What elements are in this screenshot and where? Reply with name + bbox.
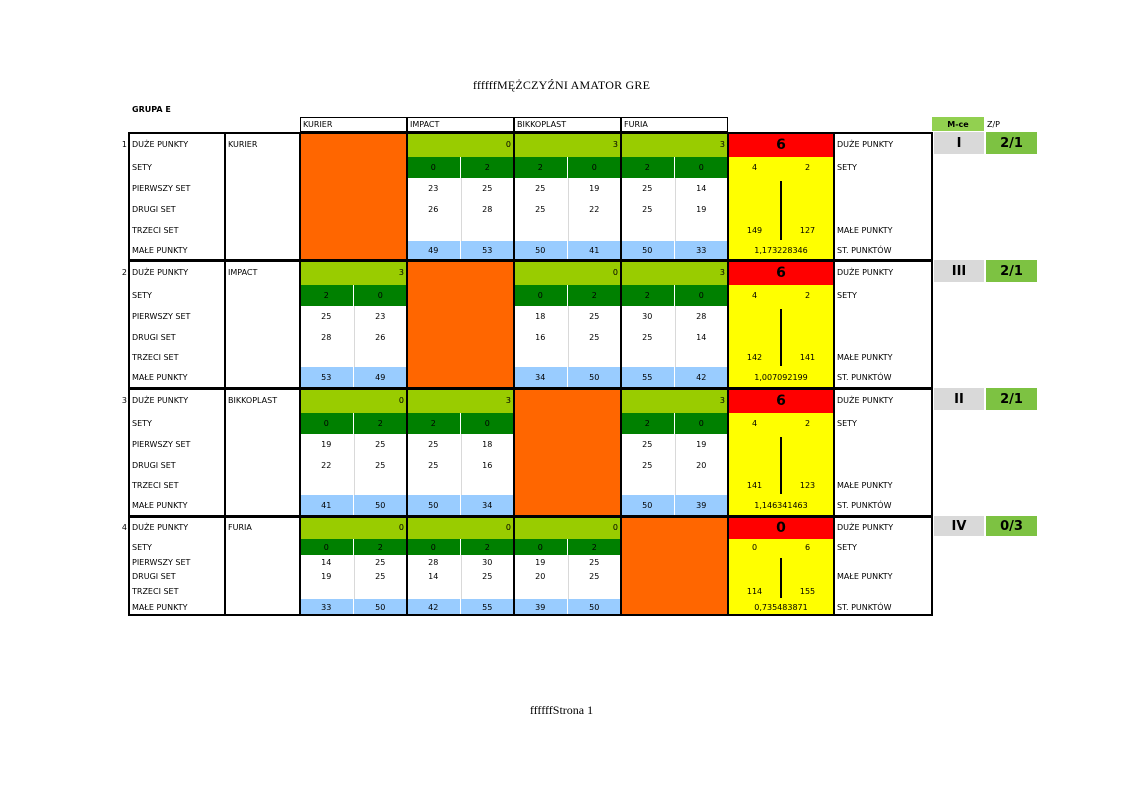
label-pierwszy: PIERWSZY SET [132,440,191,449]
half-divider [568,178,569,241]
match-set3 [300,476,354,495]
total-sets-won: 4 [751,291,758,300]
match-set3 [300,584,354,599]
match-small-points: 55 [621,367,675,388]
total-big-points: 0 [728,516,834,539]
total-sets-lost: 2 [804,291,811,300]
self-match-block [621,516,728,615]
page-title: ffffffMĘŻCZYŹNI AMATOR GRE [472,78,651,92]
border-line [406,260,408,389]
match-set3 [514,584,568,599]
match-set3 [621,476,675,495]
border-line [128,388,130,517]
border-line [224,132,226,261]
match-small-points: 50 [621,241,675,260]
border-line [129,260,933,262]
match-set2: 25 [621,199,675,220]
match-small-points: 33 [675,241,729,260]
border-line [299,388,301,517]
page-footer: ffffffStrona 1 [529,703,594,717]
match-sets: 2 [568,285,622,306]
match-set2: 14 [696,333,707,342]
mce-header: M-ce [932,117,984,131]
border-line [129,132,933,134]
match-set2: 25 [407,455,461,476]
match-set3 [461,476,515,495]
border-line [931,132,933,261]
label-male: MAŁE PUNKTY [132,246,188,255]
label-sety: SETY [132,419,152,428]
match-sets: 0 [354,285,408,306]
match-set2: 14 [407,569,461,584]
label-trzeci: TRZECI SET [132,226,179,235]
match-set3 [568,348,622,367]
match-set2: 25 [514,199,568,220]
match-sets: 0 [568,157,622,178]
right-label-male: MAŁE PUNKTY [837,572,893,581]
match-set2: 25 [621,455,675,476]
match-set3 [461,220,515,241]
match-set3 [354,584,408,599]
match-small-points: 49 [354,367,408,388]
match-set1: 25 [589,557,600,567]
match-small-points: 42 [407,599,461,615]
zp-badge: 2/1 [986,260,1037,282]
border-line [833,132,835,261]
rank-badge: IV [934,516,984,536]
match-set3 [461,584,515,599]
match-set1: 30 [482,557,493,567]
border-line [931,260,933,389]
match-set1: 23 [375,312,386,321]
total-divider [780,558,782,598]
border-line [224,516,226,616]
match-big-points: 0 [300,388,407,413]
border-line [833,516,835,616]
match-small-points: 50 [354,599,408,615]
zp-badge: 2/1 [986,388,1037,410]
match-sets: 2 [514,157,568,178]
right-label-sety: SETY [837,542,857,552]
border-line [931,388,933,517]
total-ratio: 1,173228346 [754,246,808,255]
total-divider [780,181,782,240]
match-set2: 28 [300,327,354,348]
total-divider [780,309,782,366]
match-set1: 25 [375,440,386,449]
match-small-points: 50 [514,241,568,260]
border-line [931,516,933,616]
match-small-points: 41 [568,241,622,260]
column-header-team: IMPACT [407,117,514,132]
label-duze: DUŻE PUNKTY [132,140,189,149]
border-line [620,388,622,517]
label-pierwszy: PIERWSZY SET [132,184,191,193]
border-line [128,260,130,389]
total-sets-lost: 2 [804,163,811,172]
label-duze: DUŻE PUNKTY [132,396,189,405]
match-big-points: 0 [514,260,621,285]
border-line [224,388,226,517]
match-set1: 28 [407,555,461,569]
match-sets: 0 [675,157,729,178]
match-sets: 0 [300,539,354,555]
team-name: IMPACT [228,268,258,277]
match-set2: 25 [482,572,493,581]
label-sety: SETY [132,163,152,172]
match-sets: 0 [514,285,568,306]
match-set3 [568,584,622,599]
match-set1: 19 [514,555,568,569]
total-sets-won: 4 [751,163,758,172]
half-divider [675,306,676,367]
match-big-points: 3 [514,132,621,157]
right-label-duze: DUŻE PUNKTY [837,523,894,532]
match-set1: 28 [696,312,707,321]
match-set3 [407,476,461,495]
match-sets: 2 [461,539,515,555]
match-set1: 23 [407,178,461,199]
match-sets: 0 [675,413,729,434]
border-line [727,260,729,389]
total-small-won: 149 [746,226,763,235]
match-set3 [675,220,729,241]
border-line [129,388,933,390]
label-male: MAŁE PUNKTY [132,501,188,510]
group-label: GRUPA E [132,105,171,114]
match-big-points: 0 [300,516,407,539]
zp-badge: 0/3 [986,516,1037,536]
border-line [299,132,301,261]
match-set1: 25 [407,434,461,455]
match-set2: 20 [696,461,707,470]
match-sets: 0 [461,413,515,434]
total-sets-lost: 6 [804,542,811,552]
total-ratio: 1,146341463 [754,501,808,510]
self-match-block [407,260,514,388]
match-set1: 14 [300,555,354,569]
match-set1: 19 [696,440,707,449]
border-line [727,132,729,261]
total-small-lost: 141 [799,353,816,362]
half-divider [461,178,462,241]
match-sets: 2 [354,539,408,555]
label-male: MAŁE PUNKTY [132,602,188,612]
label-drugi: DRUGI SET [132,333,176,342]
match-set1: 25 [589,312,600,321]
match-sets: 2 [568,539,622,555]
total-ratio: 1,007092199 [754,373,808,382]
match-sets: 2 [407,413,461,434]
border-line [513,516,515,616]
match-sets: 2 [300,285,354,306]
match-set2: 25 [621,327,675,348]
border-line [129,516,933,518]
match-small-points: 53 [461,241,515,260]
border-line [513,132,515,261]
match-small-points: 42 [675,367,729,388]
rank-badge: I [934,132,984,154]
column-header-team: BIKKOPLAST [514,117,621,132]
match-big-points: 0 [407,516,514,539]
match-set3 [514,220,568,241]
match-small-points: 50 [407,495,461,516]
match-set3 [354,476,408,495]
match-set3 [568,220,622,241]
match-set3 [621,348,675,367]
label-sety: SETY [132,542,152,552]
match-small-points: 39 [514,599,568,615]
match-sets: 2 [354,413,408,434]
half-divider [461,555,462,599]
match-sets: 0 [675,285,729,306]
row-number: 2 [121,268,127,277]
right-label-st: ST. PUNKTÓW [837,373,892,382]
match-small-points: 50 [354,495,408,516]
match-sets: 0 [407,157,461,178]
match-small-points: 50 [568,367,622,388]
match-sets: 0 [407,539,461,555]
match-set3 [514,348,568,367]
border-line [727,516,729,616]
match-set2: 25 [375,572,386,581]
border-line [406,516,408,616]
match-set2: 25 [589,333,600,342]
match-set2: 16 [514,327,568,348]
match-set1: 25 [514,178,568,199]
match-set2: 26 [407,199,461,220]
half-divider [354,306,355,367]
border-line [620,516,622,616]
self-match-block [300,132,407,260]
match-set1: 25 [621,178,675,199]
total-small-lost: 123 [799,481,816,490]
match-set1: 19 [589,184,600,193]
match-small-points: 55 [461,599,515,615]
match-set3 [675,476,729,495]
total-divider [780,437,782,494]
total-sets-won: 4 [751,419,758,428]
match-small-points: 34 [514,367,568,388]
total-sets-lost: 2 [804,419,811,428]
row-number: 1 [121,140,127,149]
match-set2: 16 [482,461,493,470]
total-sets-won: 0 [751,542,758,552]
label-drugi: DRUGI SET [132,461,176,470]
border-line [620,260,622,389]
right-label-sety: SETY [837,163,857,172]
total-small-lost: 127 [799,226,816,235]
match-set3 [621,220,675,241]
match-set2: 25 [589,572,600,581]
border-line [128,516,130,616]
match-set1: 25 [300,306,354,327]
border-line [833,260,835,389]
match-sets: 2 [461,157,515,178]
half-divider [354,434,355,495]
border-line [833,388,835,517]
total-small-won: 142 [746,353,763,362]
right-label-st: ST. PUNKTÓW [837,501,892,510]
right-label-duze: DUŻE PUNKTY [837,396,894,405]
border-line [406,388,408,517]
right-label-sety: SETY [837,291,857,300]
match-set2: 19 [696,205,707,214]
match-sets: 2 [621,285,675,306]
right-label-male: MAŁE PUNKTY [837,481,893,490]
team-name: KURIER [228,140,258,149]
label-sety: SETY [132,291,152,300]
half-divider [675,434,676,495]
team-name: FURIA [228,523,252,532]
match-set2: 25 [375,461,386,470]
total-ratio: 0,735483871 [754,602,808,612]
match-set2: 22 [300,455,354,476]
label-drugi: DRUGI SET [132,572,176,581]
match-set1: 14 [696,184,707,193]
border-line [620,132,622,261]
rank-badge: II [934,388,984,410]
label-trzeci: TRZECI SET [132,481,179,490]
total-big-points: 6 [728,132,834,157]
match-small-points: 34 [461,495,515,516]
match-big-points: 3 [621,132,728,157]
match-set3 [407,220,461,241]
half-divider [568,306,569,367]
border-line [299,516,301,616]
match-sets: 2 [621,157,675,178]
match-sets: 2 [621,413,675,434]
column-header-team: FURIA [621,117,728,132]
match-set1: 18 [514,306,568,327]
right-label-sety: SETY [837,419,857,428]
right-label-duze: DUŻE PUNKTY [837,268,894,277]
match-small-points: 39 [675,495,729,516]
match-big-points: 0 [514,516,621,539]
border-line [727,388,729,517]
match-small-points: 49 [407,241,461,260]
match-big-points: 0 [407,132,514,157]
label-drugi: DRUGI SET [132,205,176,214]
match-small-points: 53 [300,367,354,388]
right-label-duze: DUŻE PUNKTY [837,140,894,149]
match-set1: 18 [482,440,493,449]
match-small-points: 50 [621,495,675,516]
match-set3 [300,348,354,367]
match-set1: 25 [375,557,386,567]
match-sets: 0 [514,539,568,555]
match-small-points: 41 [300,495,354,516]
match-big-points: 3 [300,260,407,285]
match-set2: 20 [514,569,568,584]
label-male: MAŁE PUNKTY [132,373,188,382]
half-divider [354,555,355,599]
label-pierwszy: PIERWSZY SET [132,557,191,567]
match-set3 [407,584,461,599]
border-line [224,260,226,389]
match-set2: 26 [375,333,386,342]
total-big-points: 6 [728,260,834,285]
row-number: 4 [121,523,127,532]
team-name: BIKKOPLAST [228,396,278,405]
total-small-won: 141 [746,481,763,490]
label-duze: DUŻE PUNKTY [132,523,189,532]
match-big-points: 3 [621,388,728,413]
right-label-male: MAŁE PUNKTY [837,353,893,362]
label-trzeci: TRZECI SET [132,587,179,596]
total-small-lost: 155 [799,587,816,596]
match-set3 [354,348,408,367]
half-divider [675,178,676,241]
zp-header: Z/P [987,120,1000,129]
match-big-points: 3 [407,388,514,413]
border-line [513,260,515,389]
match-small-points: 50 [568,599,622,615]
label-trzeci: TRZECI SET [132,353,179,362]
match-set2: 28 [482,205,493,214]
match-sets: 0 [300,413,354,434]
match-set2: 22 [589,205,600,214]
column-header-team: KURIER [300,117,407,132]
label-pierwszy: PIERWSZY SET [132,312,191,321]
border-line [128,132,130,261]
rank-badge: III [934,260,984,282]
right-label-st: ST. PUNKTÓW [837,246,892,255]
match-set3 [675,348,729,367]
zp-badge: 2/1 [986,132,1037,154]
match-set1: 30 [621,306,675,327]
self-match-block [514,388,621,516]
right-label-st: ST. PUNKTÓW [837,602,892,612]
row-number: 3 [121,396,127,405]
border-line [406,132,408,261]
match-set1: 19 [300,434,354,455]
total-small-won: 114 [746,587,763,596]
half-divider [568,555,569,599]
border-line [513,388,515,517]
right-label-male: MAŁE PUNKTY [837,226,893,235]
total-big-points: 6 [728,388,834,413]
border-line [299,260,301,389]
half-divider [461,434,462,495]
border-line [129,614,933,616]
match-set2: 19 [300,569,354,584]
match-set1: 25 [621,434,675,455]
match-big-points: 3 [621,260,728,285]
label-duze: DUŻE PUNKTY [132,268,189,277]
match-set1: 25 [482,184,493,193]
match-small-points: 33 [300,599,354,615]
